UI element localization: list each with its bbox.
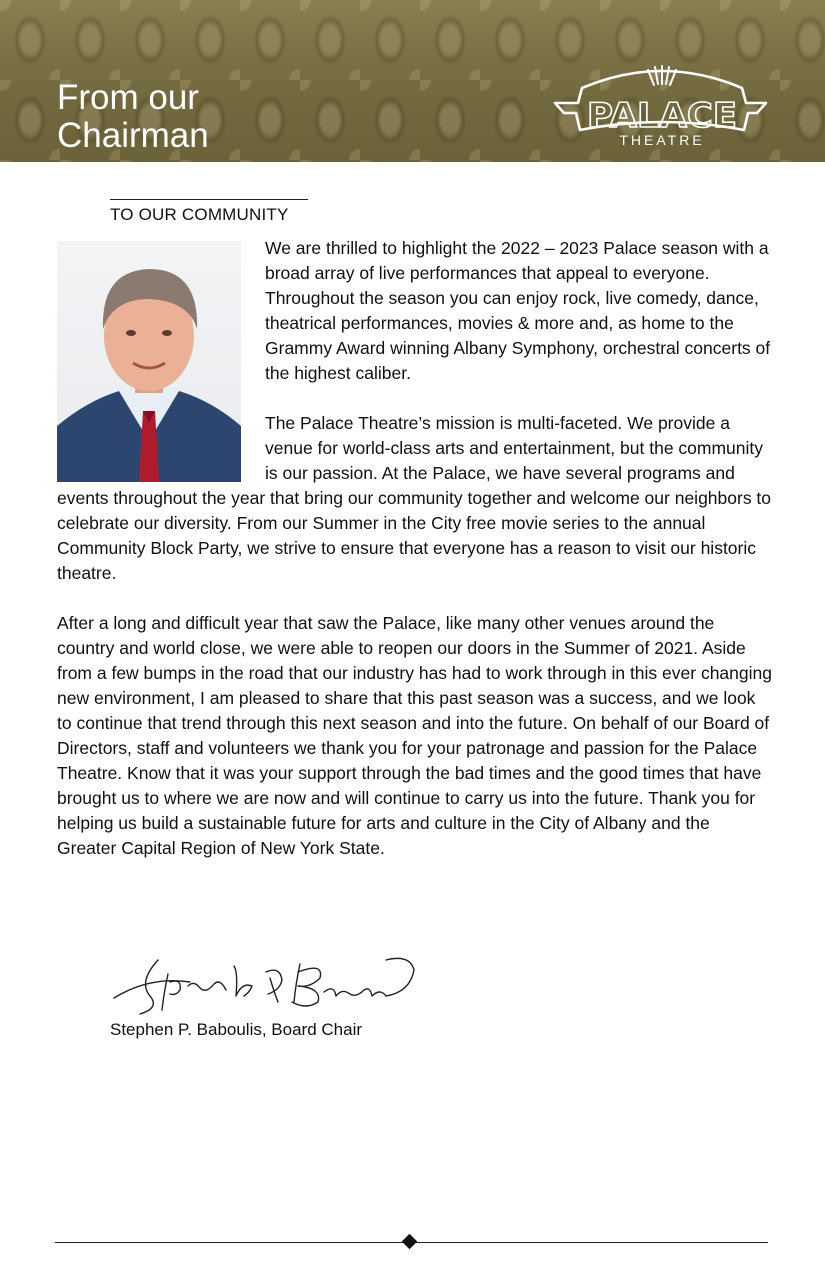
photo-float-spacer [57, 236, 265, 483]
signer-name: Stephen P. Baboulis, Board Chair [110, 1020, 363, 1039]
section-divider [110, 199, 308, 200]
letter-paragraph-2: The Palace Theatre’s mission is multi-faceted. We provide a venue for world-class arts and entertainment, but the community is our passion. At the Palace, we have several programs and events throughout the year that bring our community together and welcome our neighbors to celebrate our diversity. From our Summer in the City free movie series to the annual Community Block Party, we strive to ensure that everyone has a reason to visit our historic theatre. [57, 413, 772, 583]
handwritten-signature [110, 952, 415, 1020]
header-banner [0, 0, 825, 162]
logo-rays-icon [648, 66, 676, 85]
page-title-line-2: Chairman [57, 116, 209, 155]
letter-body [57, 236, 772, 886]
logo-word: PALACE [587, 96, 737, 136]
letter-paragraph-3: After a long and difficult year that saw the Palace, like many other venues around the country and world close, we were able to reopen our doors in the Summer of 2021. Aside from a few bumps in the road that our industry has had to work through in this ever changing new environment, I am pleased to share that this past season was a success, and we look to continue that trend through this next season and into the future. On behalf of our Board of Directors, staff and volunteers we thank you for your patronage and passion for the Palace Theatre. Know that it was your support through the bad times and the good times that have brought us to where we are now and will continue to carry us into the future. Thank you for helping us build a sustainable future for arts and culture in the City of Albany and the Greater Capital Region of New York State. [57, 613, 772, 858]
section-heading: TO OUR COMMUNITY [110, 205, 289, 224]
page-title [57, 79, 209, 155]
page-title-line-1: From our [57, 78, 199, 117]
logo-subword: THEATRE [619, 132, 705, 148]
letter-paragraph-1: We are thrilled to highlight the 2022 – 2023 Palace season with a broad array of live performances that appeal to everyone. Throughout the season you can enjoy rock, live comedy, dance, theatrical performances, movies & more and, as home to the Grammy Award winning Albany Symphony, orchestral concerts of the highest caliber. [265, 238, 771, 383]
palace-theatre-logo [550, 58, 770, 150]
diamond-ornament-icon [402, 1234, 418, 1250]
